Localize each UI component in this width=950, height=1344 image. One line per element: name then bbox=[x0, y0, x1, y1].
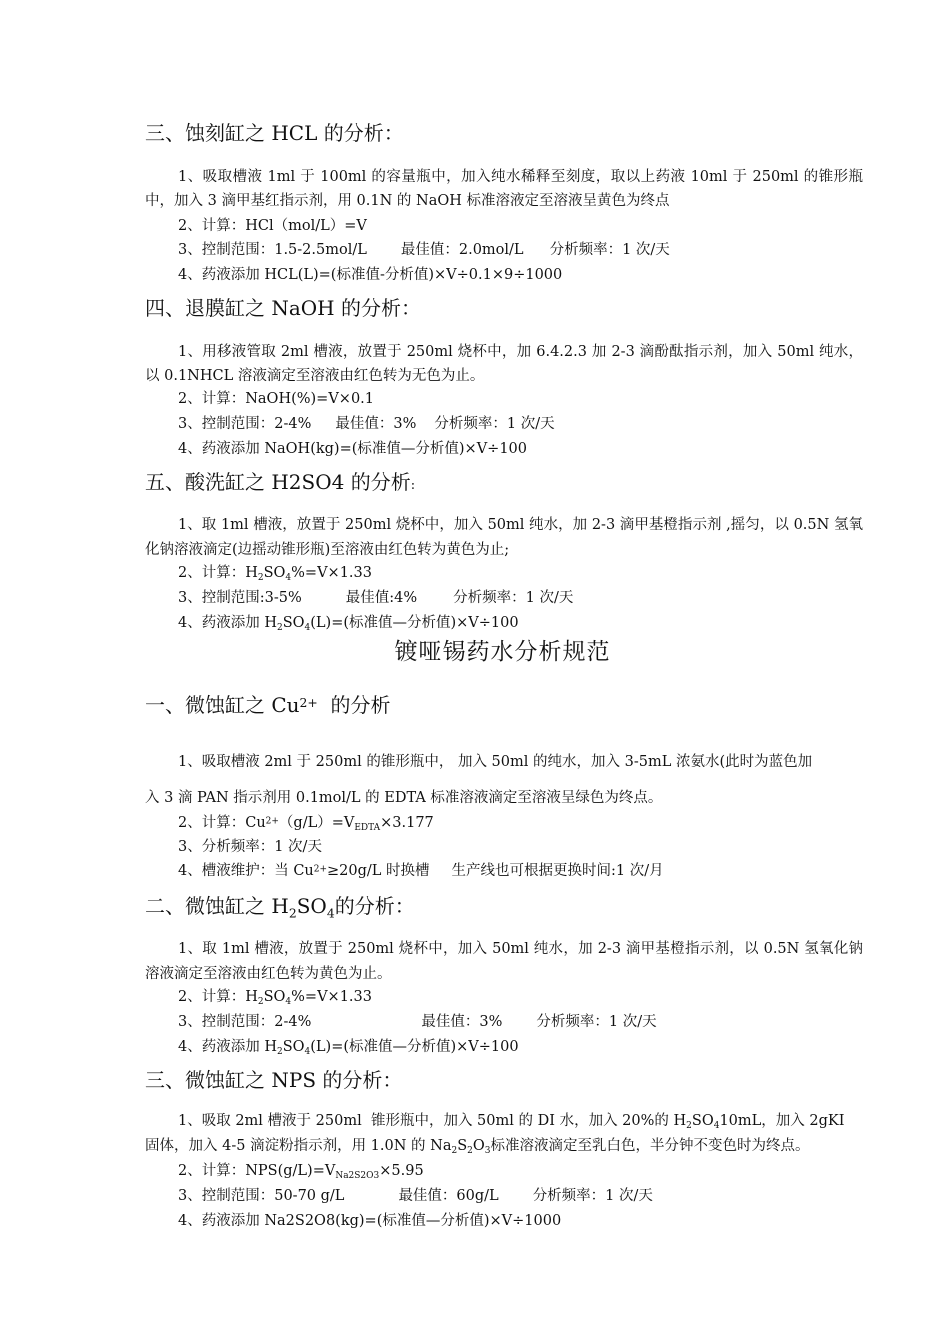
micro-h2so4-step-4 bbox=[178, 1037, 519, 1057]
section-heading-nps: 三、微蚀缸之 NPS 的分析： bbox=[145, 1068, 403, 1092]
formula-part: SO bbox=[296, 894, 327, 918]
superscript: 2+ bbox=[299, 695, 318, 711]
formula-part: SO bbox=[282, 615, 305, 631]
naoh-best-value: 最佳值：3% bbox=[335, 416, 417, 432]
subscript: 2 bbox=[288, 905, 297, 921]
formula-part: 4、药液添加 H bbox=[178, 1039, 277, 1055]
subscript: 3 bbox=[484, 1146, 491, 1157]
section-heading-micro-h2so4 bbox=[145, 893, 415, 919]
micro-h2so4-best-value: 最佳值：3% bbox=[421, 1014, 503, 1030]
naoh-step-2: 2、计算：NaOH(%)=V×0.1 bbox=[178, 391, 375, 407]
nps-step-1-line-2 bbox=[145, 1136, 809, 1156]
h2so4-step-4 bbox=[178, 613, 519, 633]
cu-step-1-line-1: 1、吸取槽液 2ml 于 250ml 的锥形瓶中， 加入 50ml 的纯水，加入 3-5mL 浓氨水(此时为蓝色加 bbox=[178, 754, 813, 770]
formula-part: 2、计算：H bbox=[178, 989, 258, 1005]
subscript: Na2S2O3 bbox=[335, 1171, 380, 1182]
hcl-step-2: 2、计算：HCl（mol/L）=V bbox=[178, 218, 367, 234]
h2so4-calc-prefix: 2、计算：H bbox=[178, 565, 258, 581]
section-heading-cu bbox=[145, 692, 391, 718]
naoh-step-4: 4、药液添加 NaOH(kg)=(标准值—分析值)×V÷100 bbox=[178, 441, 527, 457]
formula-part: ×3.177 bbox=[380, 815, 434, 831]
subscript: 2 bbox=[686, 1121, 692, 1132]
nps-frequency: 分析频率：1 次/天 bbox=[532, 1188, 653, 1204]
hcl-best-value: 最佳值：2.0mol/L bbox=[400, 242, 524, 258]
section-heading-naoh: 四、退膜缸之 NaOH 的分析： bbox=[145, 296, 421, 320]
cu-step-3: 3、分析频率：1 次/天 bbox=[178, 839, 322, 855]
hcl-control-range: 3、控制范围：1.5-2.5mol/L bbox=[178, 242, 367, 258]
formula-part: SO bbox=[691, 1113, 714, 1129]
h2so4-step-3 bbox=[178, 588, 573, 608]
nps-step-1-line-1 bbox=[178, 1111, 844, 1131]
formula-part: O bbox=[472, 1138, 485, 1154]
nps-best-value: 最佳值：60g/L bbox=[398, 1188, 499, 1204]
nps-step-3 bbox=[178, 1186, 653, 1206]
formula-part: 生产线也可根据更换时间:1 次/月 bbox=[451, 863, 664, 879]
h2so4-frequency: 分析频率：1 次/天 bbox=[453, 590, 574, 606]
cu-step-1-line-2: 入 3 滴 PAN 指示剂用 0.1mol/L 的 EDTA 标准溶液滴定至溶液呈绿色为终点。 bbox=[145, 790, 663, 806]
formula-part: ≥20g/L 时换槽 bbox=[327, 863, 430, 879]
micro-h2so4-step-2 bbox=[178, 987, 372, 1007]
hcl-step-4: 4、药液添加 HCL(L)=(标准值-分析值)×V÷0.1×9÷1000 bbox=[178, 267, 563, 283]
formula-part: SO bbox=[263, 989, 286, 1005]
formula-part: 二、微蚀缸之 H bbox=[145, 894, 289, 918]
cu-step-4 bbox=[178, 861, 664, 881]
section-heading-h2so4 bbox=[145, 469, 415, 499]
hcl-frequency: 分析频率：1 次/天 bbox=[549, 242, 670, 258]
formula-part: 2、计算：Cu bbox=[178, 815, 266, 831]
subscript: 4 bbox=[285, 573, 292, 584]
h2so4-best-value: 最佳值:4% bbox=[345, 590, 418, 606]
formula-part: 2、计算：NPS(g/L)=V bbox=[178, 1163, 336, 1179]
formula-part: %=V×1.33 bbox=[291, 989, 372, 1005]
micro-h2so4-step-1: 1、取 1ml 槽液，放置于 250ml 烧杯中，加入 50ml 纯水，加 2-3 滴甲基橙指示剂，以 0.5N 氢氧化钠溶液滴定至溶液由红色转为黄色为止。 bbox=[145, 941, 863, 982]
micro-h2so4-step-3 bbox=[178, 1012, 657, 1032]
formula-part: 的分析 bbox=[317, 693, 391, 717]
formula-part: 的分析： bbox=[334, 894, 415, 918]
nps-step-2 bbox=[178, 1161, 424, 1181]
formula-part: 10mL，加入 2gKI bbox=[719, 1113, 845, 1129]
nps-step-4: 4、药液添加 Na2S2O8(kg)=(标准值—分析值)×V÷1000 bbox=[178, 1213, 562, 1229]
superscript: 2+ bbox=[265, 816, 279, 827]
h2so4-control-range: 3、控制范围:3-5% bbox=[178, 590, 302, 606]
subscript: 4 bbox=[304, 1047, 311, 1058]
formula-part: SO bbox=[263, 565, 286, 581]
formula-part: %=V×1.33 bbox=[291, 565, 372, 581]
subscript: 2 bbox=[467, 1146, 473, 1157]
subscript: EDTA bbox=[354, 823, 381, 834]
subscript: 2 bbox=[451, 1146, 458, 1157]
subscript: 4 bbox=[304, 623, 311, 634]
subscript: 4 bbox=[326, 905, 335, 921]
subscript: 2 bbox=[276, 1047, 283, 1058]
h2so4-heading-text: 五、酸洗缸之 H2SO4 的分析 bbox=[145, 470, 411, 494]
naoh-control-range: 3、控制范围：2-4% bbox=[178, 416, 312, 432]
superscript: 2+ bbox=[313, 864, 328, 875]
subscript: 2 bbox=[276, 623, 283, 634]
h2so4-step-2 bbox=[178, 563, 372, 583]
subscript: 4 bbox=[285, 997, 292, 1008]
formula-part: 固体，加入 4-5 滴淀粉指示剂，用 1.0N 的 Na bbox=[145, 1138, 452, 1154]
naoh-step-3 bbox=[178, 414, 555, 434]
micro-h2so4-frequency: 分析频率：1 次/天 bbox=[536, 1014, 657, 1030]
nps-control-range: 3、控制范围：50-70 g/L bbox=[178, 1188, 345, 1204]
formula-part: 4、药液添加 H bbox=[178, 615, 277, 631]
naoh-frequency: 分析频率：1 次/天 bbox=[434, 416, 555, 432]
formula-part: 一、微蚀缸之 Cu bbox=[145, 693, 300, 717]
subscript: 4 bbox=[713, 1121, 720, 1132]
formula-part: ×5.95 bbox=[379, 1163, 424, 1179]
cu-step-2 bbox=[178, 813, 434, 833]
hcl-step-3 bbox=[178, 240, 670, 260]
formula-part: S bbox=[457, 1138, 468, 1154]
formula-part: 4、槽液维护：当 Cu bbox=[178, 863, 314, 879]
subscript: 2 bbox=[257, 573, 264, 584]
h2so4-step-1: 1、取 1ml 槽液，放置于 250ml 烧杯中，加入 50ml 纯水，加 2-3 滴甲基橙指示剂 ,摇匀，以 0.5N 氢氧化钠溶液滴定(边摇动锥形瓶)至溶液由红色转为黄色为止; bbox=[145, 517, 863, 558]
document-title: 镀哑锡药水分析规范 bbox=[394, 639, 611, 665]
h2so4-heading-colon: : bbox=[410, 478, 416, 493]
formula-part: (L)=(标准值—分析值)×V÷100 bbox=[310, 1039, 519, 1055]
formula-part: 标准溶液滴定至乳白色，半分钟不变色时为终点。 bbox=[490, 1138, 810, 1154]
micro-h2so4-control-range: 3、控制范围：2-4% bbox=[178, 1014, 312, 1030]
formula-part: （g/L）=V bbox=[278, 815, 355, 831]
hcl-step-1: 1、吸取槽液 1ml 于 100ml 的容量瓶中，加入纯水稀释至刻度，取以上药液 10ml 于 250ml 的锥形瓶中，加入 3 滴甲基红指示剂，用 0.1N 的 NaOH 标准溶液定至溶液呈黄色为终点 bbox=[145, 169, 863, 209]
formula-part: SO bbox=[282, 1039, 305, 1055]
formula-part: (L)=(标准值—分析值)×V÷100 bbox=[310, 615, 519, 631]
formula-part: 1、吸取 2ml 槽液于 250ml 锥形瓶中，加入 50ml 的 DI 水，加入 20%的 H bbox=[178, 1113, 687, 1129]
section-heading-hcl: 三、蚀刻缸之 HCL 的分析： bbox=[145, 121, 404, 145]
naoh-step-1: 1、用移液管取 2ml 槽液，放置于 250ml 烧杯中，加 6.4.2.3 加 2-3 滴酚酞指示剂，加入 50ml 纯水，以 0.1NHCL 溶液滴定至溶液由红色转为无色为止。 bbox=[145, 344, 863, 384]
subscript: 2 bbox=[257, 997, 264, 1008]
